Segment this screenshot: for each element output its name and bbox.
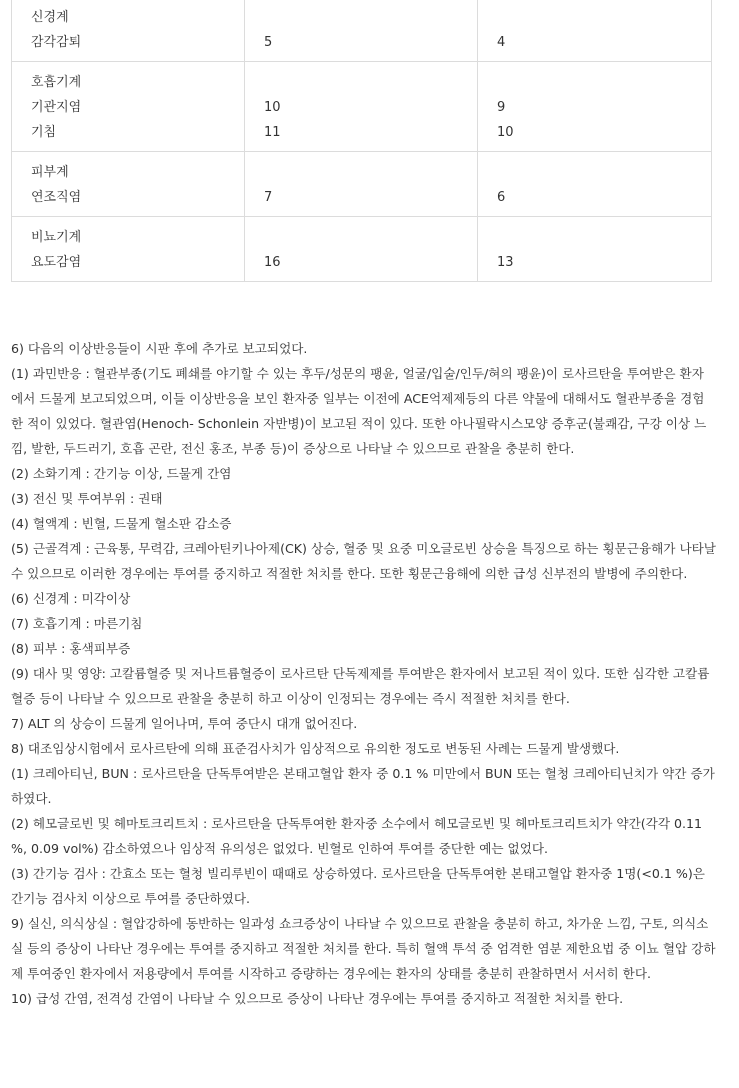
cell-text: 9 — [497, 100, 506, 115]
cell-text: 10 — [497, 125, 514, 140]
note-paragraph: (2) 헤모글로빈 및 헤마토크리트치 : 로사르탄을 단독투여한 환자중 소수에서 헤모글로빈 및 헤마토크리트치가 약간(각각 0.11 %, 0.09 vol%) 감소하였으나 임상적 유의성은 없었다. 빈혈로 인하여 투여를 중단한 예는 없었다. — [11, 816, 703, 856]
note-paragraph: 8) 대조임상시험에서 로사르탄에 의해 표준검사치가 임상적으로 유의한 정도로 변동된 사례는 드물게 발생했다. — [11, 741, 620, 756]
note-paragraph: (2) 소화기계 : 간기능 이상, 드물게 간염 — [11, 466, 232, 481]
adverse-reaction-notes — [11, 336, 716, 1011]
table-row — [12, 62, 712, 152]
note-paragraph: (8) 피부 : 홍색피부증 — [11, 641, 131, 656]
cell-text — [497, 160, 703, 185]
category-cell — [12, 62, 245, 152]
value-cell-a — [245, 152, 478, 217]
note-paragraph: (7) 호흡기계 : 마른기침 — [11, 616, 143, 631]
note-paragraph: (1) 크레아티닌, BUN : 로사르탄을 단독투여받은 본태고혈압 환자 중 0.1 % 미만에서 BUN 또는 혈청 크레아티닌치가 약간 증가하였다. — [11, 766, 715, 806]
cell-text: 피부계 — [31, 165, 69, 180]
cell-text — [264, 160, 469, 185]
note-paragraph: (3) 전신 및 투여부위 : 권태 — [11, 491, 163, 506]
value-cell-a — [245, 217, 478, 282]
cell-text — [497, 5, 703, 30]
cell-text: 기침 — [31, 125, 57, 140]
cell-text: 4 — [497, 35, 506, 50]
cell-text: 비뇨기계 — [31, 230, 82, 245]
cell-text: 5 — [264, 35, 273, 50]
note-paragraph: 9) 실신, 의식상실 : 혈압강하에 동반하는 일과성 쇼크증상이 나타날 수 있으므로 관찰을 충분히 하고, 차가운 느낌, 구토, 의식소실 등의 증상이 나타난 경우에는 투여를 중지하고 적절한 처치를 한다. 특히 혈액 투석 중 엄격한 염분 제한요법 중 이뇨 혈압 강하제 투여중인 환자에서 저용량에서 투여를 시작하고 증량하는 경우에는 환자의 상태를 충분히 관찰하면서 서서히 한다. — [11, 916, 716, 981]
category-cell — [12, 152, 245, 217]
table-row — [12, 0, 712, 62]
category-cell — [12, 0, 245, 62]
cell-text: 요도감염 — [31, 255, 82, 270]
cell-text: 10 — [264, 100, 281, 115]
cell-text — [497, 70, 703, 95]
note-paragraph: 7) ALT 의 상승이 드물게 일어나며, 투여 중단시 대개 없어진다. — [11, 716, 358, 731]
category-cell — [12, 217, 245, 282]
note-paragraph: (9) 대사 및 영양: 고칼륨혈증 및 저나트륨혈증이 로사르탄 단독제제를 투여받은 환자에서 보고된 적이 있다. 또한 심각한 고칼륨혈증 등이 나타날 수 있으므로 관찰을 충분히 하고 이상이 인정되는 경우에는 즉시 적절한 처치를 한다. — [11, 666, 710, 706]
cell-text: 신경계 — [31, 10, 69, 25]
cell-text: 호흡기계 — [31, 75, 82, 90]
note-paragraph: (3) 간기능 검사 : 간효소 또는 혈청 빌리루빈이 때때로 상승하였다. 로사르탄을 단독투여한 본태고혈압 환자중 1명(<0.1 %)은 간기능 검사치 이상으로 투여를 중단하였다. — [11, 866, 705, 906]
value-cell-b — [478, 152, 712, 217]
cell-text — [497, 225, 703, 250]
value-cell-a — [245, 0, 478, 62]
cell-text — [264, 225, 469, 250]
value-cell-b — [478, 62, 712, 152]
cell-text — [264, 70, 469, 95]
value-cell-b — [478, 217, 712, 282]
cell-text: 7 — [264, 190, 273, 205]
cell-text: 11 — [264, 125, 281, 140]
value-cell-b — [478, 0, 712, 62]
cell-text: 6 — [497, 190, 506, 205]
note-paragraph: 10) 급성 간염, 전격성 간염이 나타날 수 있으므로 증상이 나타난 경우에는 투여를 중지하고 적절한 처치를 한다. — [11, 991, 624, 1006]
cell-text: 16 — [264, 255, 281, 270]
cell-text: 13 — [497, 255, 514, 270]
table-row — [12, 217, 712, 282]
cell-text — [264, 5, 469, 30]
cell-text: 연조직염 — [31, 190, 82, 205]
table-row — [12, 152, 712, 217]
note-paragraph: (5) 근골격계 : 근육통, 무력감, 크레아틴키나아제(CK) 상승, 혈중 및 요중 미오글로빈 상승을 특징으로 하는 횡문근융해가 나타날 수 있으므로 이러한 경우에는 투여를 중지하고 적절한 처치를 한다. 또한 횡문근융해에 의한 급성 신부전의 발병에 주의한다. — [11, 541, 716, 581]
adverse-event-table — [11, 0, 712, 282]
note-paragraph: (4) 혈액계 : 빈혈, 드물게 혈소판 감소증 — [11, 516, 232, 531]
cell-text: 기관지염 — [31, 100, 82, 115]
note-paragraph: (6) 신경계 : 미각이상 — [11, 591, 131, 606]
value-cell-a — [245, 62, 478, 152]
note-paragraph: 6) 다음의 이상반응들이 시판 후에 추가로 보고되었다. — [11, 341, 308, 356]
note-paragraph: (1) 과민반응 : 혈관부종(기도 폐쇄를 야기할 수 있는 후두/성문의 팽윤, 얼굴/입술/인두/혀의 팽윤)이 로사르탄을 투여받은 환자에서 드물게 보고되었으며, 이들 이상반응을 보인 환자중 일부는 이전에 ACE억제제등의 다른 약물에 대해서도 혈관부종을 경험한 적이 있었다. 혈관염(Henoch- Schonlein 자반병)이 보고된 적이 있다. 또한 아나필락시스모양 증후군(불쾌감, 구강 이상 느낌, 발한, 두드러기, 호흡 곤란, 전신 홍조, 부종 등)이 증상으로 나타날 수 있으므로 관찰을 충분히 한다. — [11, 366, 707, 456]
cell-text: 감각감퇴 — [31, 35, 82, 50]
